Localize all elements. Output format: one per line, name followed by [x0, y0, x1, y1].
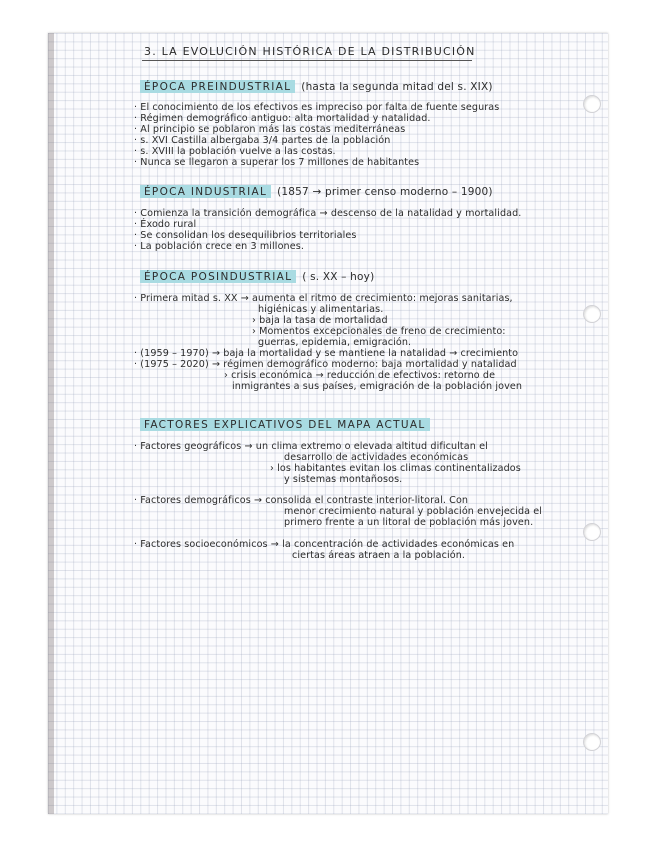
note-line: · Nunca se llegaron a superar los 7 millones de habitantes: [134, 157, 420, 168]
note-line: · Al principio se poblaron más las costas mediterráneas: [134, 124, 406, 135]
note-line: · (1959 – 1970) → baja la mortalidad y se mantiene la natalidad → crecimiento: [134, 348, 519, 359]
note-line: · Primera mitad s. XX → aumenta el ritmo de crecimiento: mejoras sanitarias,: [134, 293, 513, 304]
section-heading-factores: [140, 419, 430, 431]
title-underline: [142, 60, 472, 61]
note-line: desarrollo de actividades económicas: [284, 452, 469, 463]
heading-note: (hasta la segunda mitad del s. XIX): [301, 81, 493, 93]
heading-highlight: ÉPOCA POSINDUSTRIAL: [140, 270, 296, 283]
heading-note: (1857 → primer censo moderno – 1900): [277, 186, 493, 198]
note-line: · Régimen demográfico antiguo: alta mortalidad y natalidad.: [134, 113, 431, 124]
note-line: · El conocimiento de los efectivos es impreciso por falta de fuente seguras: [134, 102, 500, 113]
section-heading-industrial: [140, 186, 493, 198]
heading-highlight: FACTORES EXPLICATIVOS DEL MAPA ACTUAL: [140, 418, 430, 431]
note-line: · Factores geográficos → un clima extremo o elevada altitud dificultan el: [134, 441, 488, 452]
note-line: higiénicas y alimentarias.: [258, 304, 384, 315]
note-line: · Factores demográficos → consolida el contraste interior-litoral. Con: [134, 495, 469, 506]
page-title: 3. LA EVOLUCIÓN HISTÓRICA DE LA DISTRIBUCIÓN: [144, 45, 476, 58]
heading-highlight: ÉPOCA PREINDUSTRIAL: [140, 80, 295, 93]
note-line: › crisis económica → reducción de efectivos: retorno de: [224, 370, 496, 381]
note-line: · La población crece en 3 millones.: [134, 241, 304, 252]
binder-hole: [583, 95, 601, 113]
note-line: primero frente a un litoral de población más joven.: [284, 517, 534, 528]
note-line: · (1975 – 2020) → régimen demográfico moderno: baja mortalidad y natalidad: [134, 359, 517, 370]
note-line: · s. XVIII la población vuelve a las costas.: [134, 146, 336, 157]
binder-hole: [583, 733, 601, 751]
section-heading-posindustrial: [140, 271, 374, 283]
binder-hole: [583, 305, 601, 323]
section-heading-preindustrial: [140, 81, 493, 93]
note-line: inmigrantes a sus países, emigración de la población joven: [232, 381, 523, 392]
heading-highlight: ÉPOCA INDUSTRIAL: [140, 185, 271, 198]
note-line: guerras, epidemia, emigración.: [258, 337, 412, 348]
note-line: y sistemas montañosos.: [284, 474, 403, 485]
notebook-page: [48, 33, 608, 814]
note-line: · Factores socioeconómicos → la concentración de actividades económicas en: [134, 539, 515, 550]
note-line: › Momentos excepcionales de freno de crecimiento:: [252, 326, 506, 337]
note-line: ciertas áreas atraen a la población.: [292, 550, 466, 561]
note-line: › los habitantes evitan los climas continentalizados: [270, 463, 521, 474]
note-line: menor crecimiento natural y población envejecida el: [284, 506, 543, 517]
heading-note: ( s. XX – hoy): [302, 271, 375, 283]
note-line: › baja la tasa de mortalidad: [252, 315, 388, 326]
note-line: · Se consolidan los desequilibrios territoriales: [134, 230, 357, 241]
binder-hole: [583, 523, 601, 541]
note-line: · Comienza la transición demográfica → descenso de la natalidad y mortalidad.: [134, 208, 522, 219]
note-line: · Éxodo rural: [134, 219, 197, 230]
note-line: · s. XVI Castilla albergaba 3/4 partes de la población: [134, 135, 391, 146]
